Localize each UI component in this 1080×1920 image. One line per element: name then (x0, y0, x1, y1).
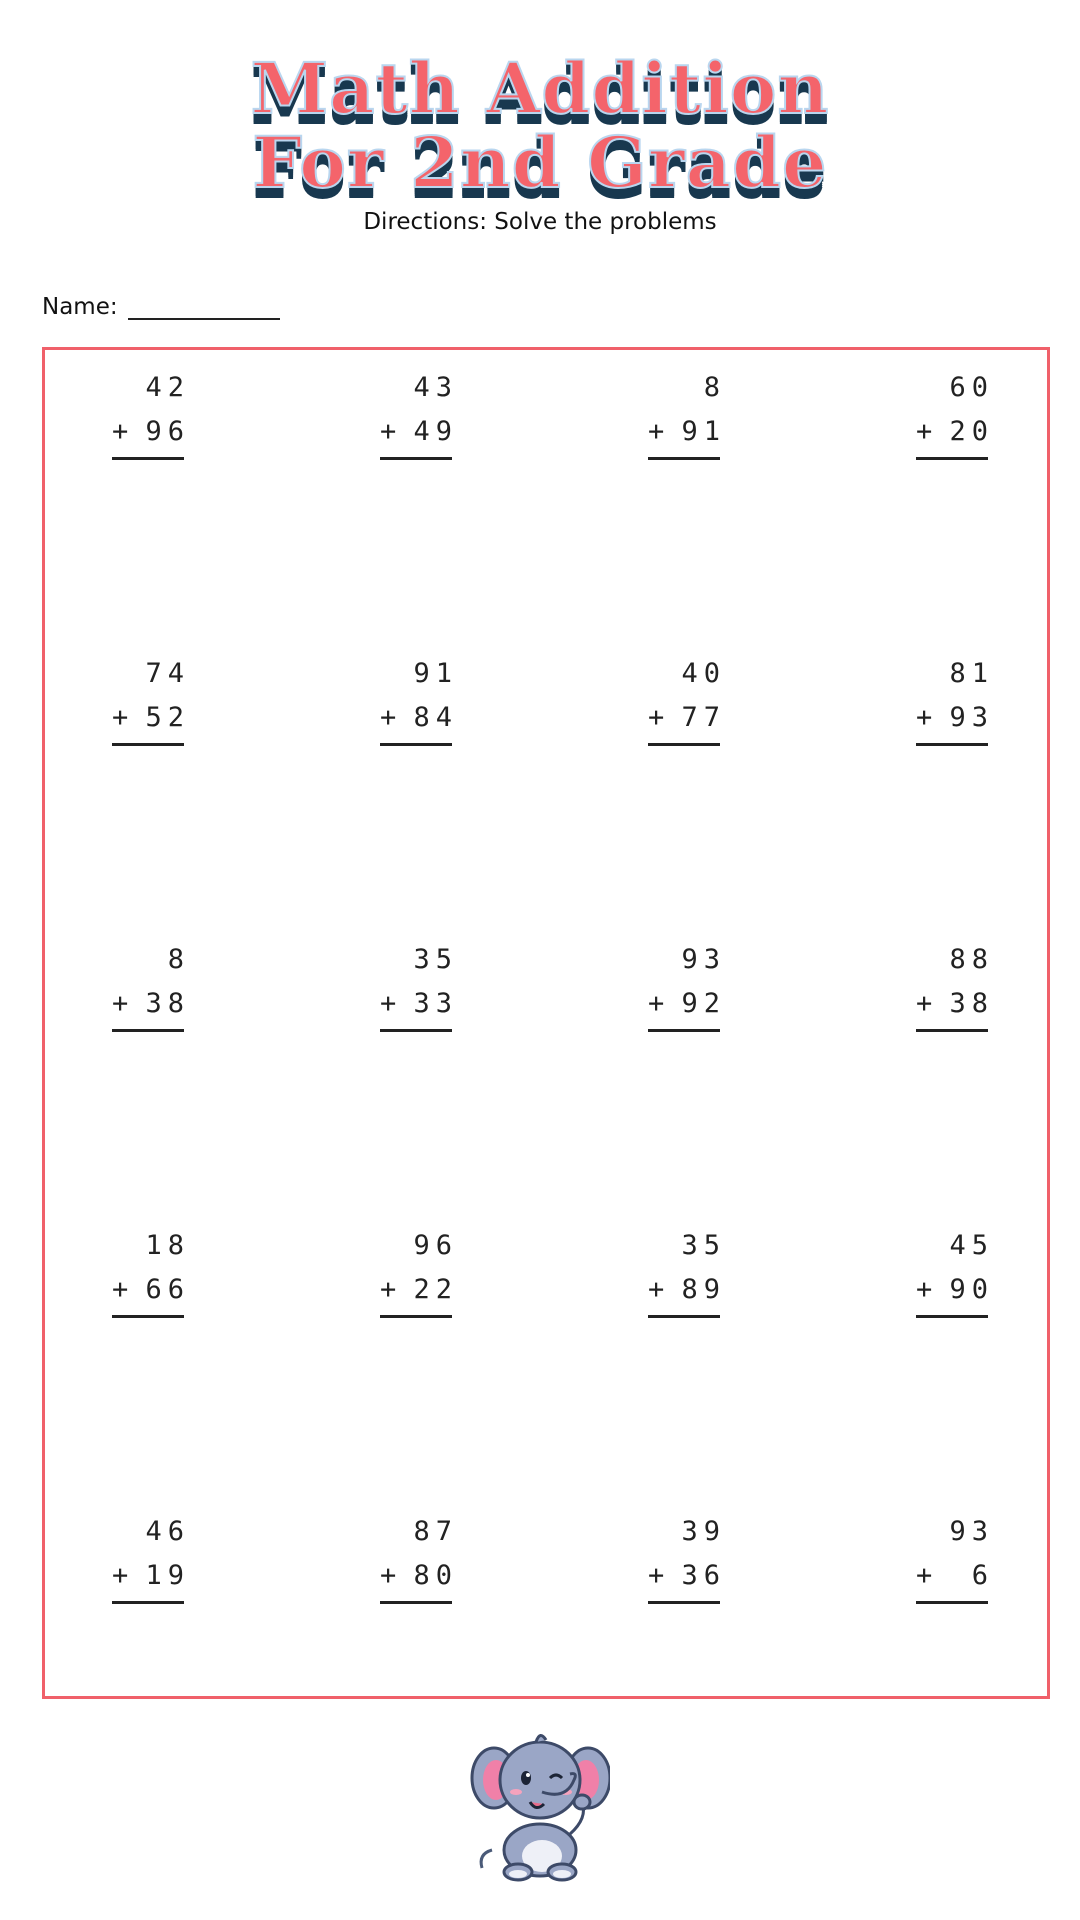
addition-problem (648, 658, 726, 750)
plus-sign: + (112, 702, 129, 733)
bottom-number: 90 (949, 1274, 994, 1305)
top-number: 18 (145, 1230, 190, 1261)
answer-line[interactable] (380, 1315, 452, 1318)
plus-sign: + (112, 1274, 129, 1305)
answer-line[interactable] (916, 1029, 988, 1032)
bottom-number: 6 (971, 1560, 994, 1591)
answer-line[interactable] (112, 1601, 184, 1604)
plus-sign: + (112, 416, 129, 447)
worksheet-title-line-2: For 2nd Grade (252, 121, 828, 204)
bottom-number: 91 (681, 416, 726, 447)
addition-problem (648, 1516, 726, 1608)
top-number: 35 (413, 944, 458, 975)
top-number: 93 (681, 944, 726, 975)
bottom-number: 89 (681, 1274, 726, 1305)
plus-sign: + (648, 988, 665, 1019)
plus-sign: + (916, 1274, 933, 1305)
answer-line[interactable] (112, 457, 184, 460)
bottom-number: 38 (145, 988, 190, 1019)
bottom-number: 77 (681, 702, 726, 733)
plus-sign: + (648, 702, 665, 733)
top-number: 39 (681, 1516, 726, 1547)
plus-sign: + (916, 702, 933, 733)
addition-problem (112, 658, 190, 750)
top-number: 35 (681, 1230, 726, 1261)
top-number: 8 (167, 944, 190, 975)
bottom-number: 84 (413, 702, 458, 733)
top-number: 87 (413, 1516, 458, 1547)
worksheet-title-line-1: Math Addition (250, 47, 830, 130)
bottom-number: 38 (949, 988, 994, 1019)
answer-line[interactable] (648, 457, 720, 460)
bottom-number: 52 (145, 702, 190, 733)
bottom-number: 93 (949, 702, 994, 733)
addition-problem (112, 944, 190, 1036)
plus-sign: + (380, 1274, 397, 1305)
top-number: 43 (413, 372, 458, 403)
plus-sign: + (648, 1560, 665, 1591)
addition-problem (916, 1516, 994, 1608)
top-number: 93 (949, 1516, 994, 1547)
plus-sign: + (112, 988, 129, 1019)
answer-line[interactable] (648, 1601, 720, 1604)
top-number: 45 (949, 1230, 994, 1261)
addition-problem (380, 372, 458, 464)
addition-problem (112, 372, 190, 464)
plus-sign: + (380, 1560, 397, 1591)
answer-line[interactable] (648, 1029, 720, 1032)
answer-line[interactable] (916, 743, 988, 746)
name-field (42, 294, 280, 320)
bottom-number: 49 (413, 416, 458, 447)
plus-sign: + (916, 988, 933, 1019)
plus-sign: + (916, 1560, 933, 1591)
answer-line[interactable] (380, 1029, 452, 1032)
answer-line[interactable] (916, 457, 988, 460)
answer-line[interactable] (648, 1315, 720, 1318)
name-blank-line[interactable] (128, 294, 280, 320)
bottom-number: 92 (681, 988, 726, 1019)
answer-line[interactable] (380, 1601, 452, 1604)
answer-line[interactable] (112, 1315, 184, 1318)
addition-problem (916, 944, 994, 1036)
bottom-number: 80 (413, 1560, 458, 1591)
plus-sign: + (380, 416, 397, 447)
answer-line[interactable] (648, 743, 720, 746)
top-number: 8 (703, 372, 726, 403)
plus-sign: + (112, 1560, 129, 1591)
answer-line[interactable] (112, 1029, 184, 1032)
bottom-number: 66 (145, 1274, 190, 1305)
addition-problem (112, 1516, 190, 1608)
bottom-number: 36 (681, 1560, 726, 1591)
bottom-number: 19 (145, 1560, 190, 1591)
addition-problem (380, 1230, 458, 1322)
answer-line[interactable] (380, 457, 452, 460)
top-number: 42 (145, 372, 190, 403)
addition-problem (380, 944, 458, 1036)
plus-sign: + (648, 416, 665, 447)
addition-problem (648, 944, 726, 1036)
plus-sign: + (648, 1274, 665, 1305)
top-number: 46 (145, 1516, 190, 1547)
top-number: 81 (949, 658, 994, 689)
top-number: 60 (949, 372, 994, 403)
addition-problem (916, 372, 994, 464)
name-label: Name: (42, 294, 118, 320)
top-number: 91 (413, 658, 458, 689)
addition-problem (916, 1230, 994, 1322)
top-number: 96 (413, 1230, 458, 1261)
top-number: 74 (145, 658, 190, 689)
plus-sign: + (916, 416, 933, 447)
answer-line[interactable] (380, 743, 452, 746)
elephant-icon (470, 1722, 610, 1882)
plus-sign: + (380, 988, 397, 1019)
directions-text: Directions: Solve the problems (363, 209, 717, 235)
answer-line[interactable] (916, 1315, 988, 1318)
bottom-number: 20 (949, 416, 994, 447)
addition-problem (916, 658, 994, 750)
bottom-number: 33 (413, 988, 458, 1019)
answer-line[interactable] (916, 1601, 988, 1604)
addition-problem (380, 1516, 458, 1608)
problems-frame (42, 347, 1050, 1699)
bottom-number: 22 (413, 1274, 458, 1305)
addition-problem (648, 1230, 726, 1322)
addition-problem (112, 1230, 190, 1322)
addition-problem (380, 658, 458, 750)
top-number: 88 (949, 944, 994, 975)
top-number: 40 (681, 658, 726, 689)
addition-problem (648, 372, 726, 464)
answer-line[interactable] (112, 743, 184, 746)
plus-sign: + (380, 702, 397, 733)
bottom-number: 96 (145, 416, 190, 447)
